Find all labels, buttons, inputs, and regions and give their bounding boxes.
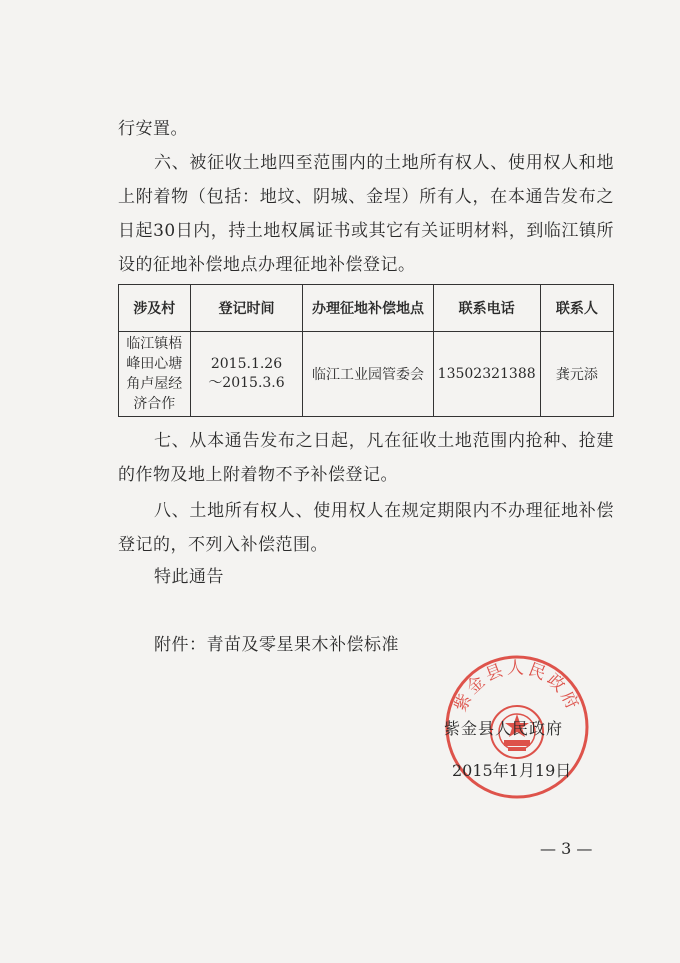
cell-time [190,332,303,417]
header-phone: 联系电话 [433,285,540,332]
time-start: 2015.1.26 [210,356,283,372]
time-end: ～2015.3.6 [208,375,285,391]
header-place: 办理征地补偿地点 [303,285,433,332]
notice-closing: 特此通告 [154,567,224,587]
issuer-signature: 紫金县人民政府 [444,719,564,738]
cell-contact: 龚元添 [540,332,613,417]
issue-date: 2015年1月19日 [452,761,572,780]
registration-table [118,284,614,417]
page-number: — 3 — [540,839,593,858]
cell-place: 临江工业园管委会 [303,332,433,417]
header-village: 涉及村 [119,285,191,332]
paragraph-seven: 七、从本通告发布之日起，凡在征收土地范围内抢种、抢建的作物及地上附着物不予补偿登记。 [118,431,614,485]
table-row [119,332,614,417]
table-header-row [119,285,614,332]
paragraph-six: 六、被征收土地四至范围内的土地所有权人、使用权人和地上附着物（包括：地坟、阴城、金埕）所有人，在本通告发布之日起30日内，持土地权属证书或其它有关证明材料，到临江镇所设的征地补偿地点办理征地补偿登记。 [118,153,614,275]
cell-village: 临江镇梧峰田心塘角卢屋经济合作 [119,332,191,417]
cell-phone: 13502321388 [433,332,540,417]
seal-ring-text: 紫金县人民政府 [450,658,584,715]
header-contact: 联系人 [540,285,613,332]
paragraph-carryover: 行安置。 [118,119,188,139]
paragraph-eight: 八、土地所有权人、使用权人在规定期限内不办理征地补偿登记的，不列入补偿范围。 [118,501,614,555]
attachment-note: 附件：青苗及零星果木补偿标准 [154,635,399,655]
header-time: 登记时间 [190,285,303,332]
